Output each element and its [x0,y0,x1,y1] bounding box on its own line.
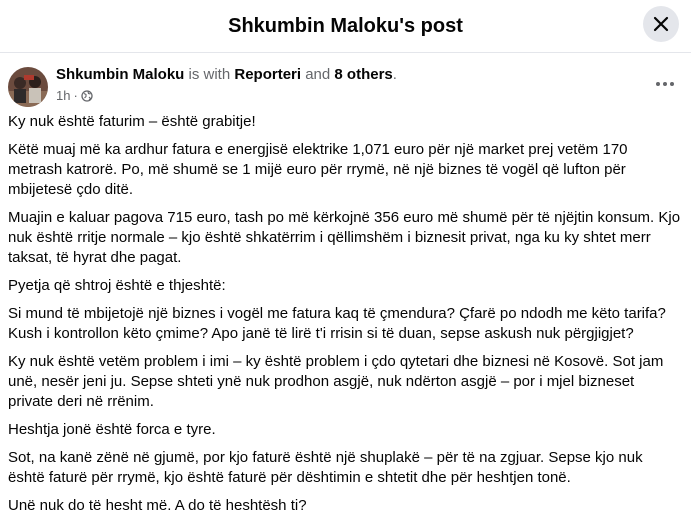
author-line [56,66,397,83]
post-paragraph: Muajin e kaluar pagova 715 euro, tash po më kërkojnë 356 euro më shumë për të njëjtin konsum. Kjo nuk është rritje normale – kjo është shkatërrim i qëllimshëm i biznesit privat, nga ku ky shtet merr taksat, të hyrat dhe pagat. [8,209,681,266]
post-body [8,112,683,524]
post-paragraph: Sot, na kanë zënë në gjumë, por kjo faturë është një shuplakë – për të na zgjuar. Sepse kjo nuk është faturë për rrymë, kjo është faturë për dështimin e shtetit dhe për heshtjen tonë. [8,449,643,486]
more-options-button[interactable] [653,72,677,96]
and-text: and [301,66,335,83]
with-text: is with [184,66,235,83]
post-meta [56,88,93,103]
post-paragraph: Ky nuk është faturim – është grabitje! [8,113,256,130]
post-paragraph: Si mund të mbijetojë një biznes i vogël me fatura kaq të çmendura? Çfarë po ndodh me këto tarifa? Kush i kontrollon këto çmime? Apo janë të lirë t'i rrisin si të duan, sepse askush nuk përgjigjet? [8,305,666,342]
post-paragraph: Heshtja jonë është forca e tyre. [8,421,216,438]
close-button[interactable] [643,6,679,42]
modal-header [0,0,691,53]
post-time[interactable]: 1h [56,88,71,103]
tagged-page-link[interactable]: Reporteri [234,66,302,83]
more-options-icon [655,81,675,87]
others-link[interactable]: 8 others [334,66,393,83]
post-paragraph: Unë nuk do të hesht më. A do të heshtësh ti? [8,497,307,514]
globe-icon[interactable] [81,90,93,102]
post-paragraph: Ky nuk është vetëm problem i imi – ky është problem i çdo qytetari dhe biznesi në Kosovë. Sot jam unë, nesër jeni ju. Sepse shteti ynë nuk prodhon asgjë, nuk ndërton asgjë – por i mjel bizneset private deri në rrënim. [8,353,664,410]
close-icon [653,16,669,32]
post-paragraph: Këtë muaj më ka ardhur fatura e energjisë elektrike 1,071 euro për një market prej vetëm 170 metrash katrorë. Po, më shumë se 1 mijë euro për rrymë, në një biznes të vogël që lufton për mbijetesë çdo ditë. [8,141,628,198]
author-avatar[interactable] [8,67,48,107]
period-text: . [392,66,397,83]
author-name[interactable]: Shkumbin Maloku [56,66,185,83]
meta-separator: · [73,88,78,103]
modal-title: Shkumbin Maloku's post [228,14,463,37]
avatar-image [8,67,48,107]
post-paragraph: Pyetja që shtroj është e thjeshtë: [8,277,226,294]
